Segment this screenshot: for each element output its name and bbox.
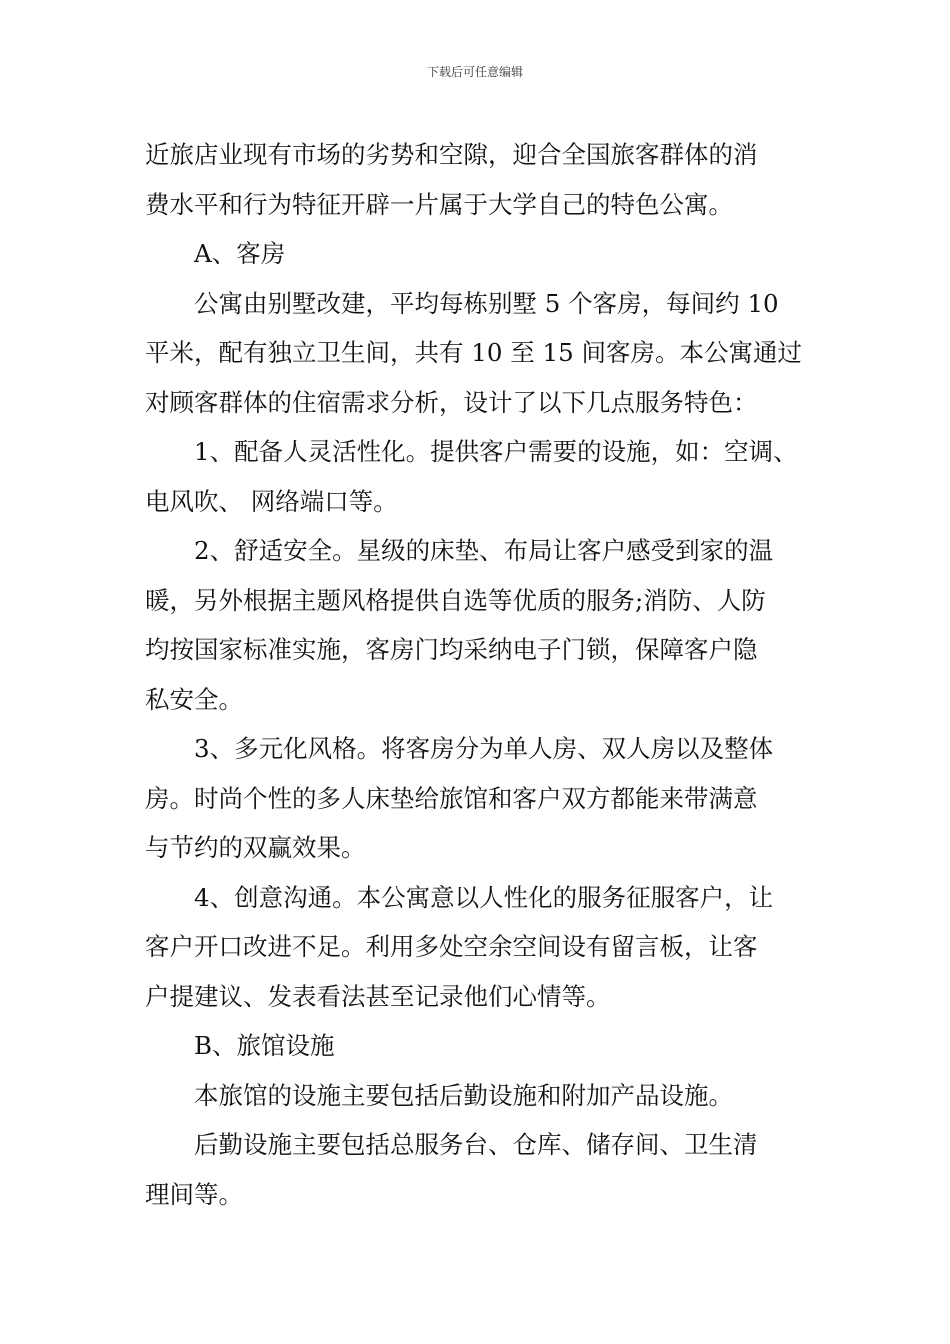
- page-header: 下载后可任意编辑: [426, 65, 523, 79]
- document-body: [145, 130, 810, 1219]
- text-line: 户提建议、发表看法甚至记录他们心情等。: [145, 981, 611, 1011]
- paragraph-feature-2: [145, 526, 810, 724]
- text-line: 费水平和行为特征开辟一片属于大学自己的特色公寓。: [145, 189, 733, 219]
- text-line: 本旅馆的设施主要包括后勤设施和附加产品设施。: [194, 1080, 733, 1110]
- text-line: 平米，配有独立卫生间，共有 10 至 15 间客房。本公寓通过: [145, 338, 802, 367]
- text-line: 均按国家标准实施，客房门均采纳电子门锁，保障客户隐: [145, 635, 758, 664]
- paragraph-feature-1: [145, 427, 810, 526]
- text-line: 房。时尚个性的多人床垫给旅馆和客户双方都能来带满意: [145, 783, 758, 813]
- text-line: A、客房: [194, 239, 286, 268]
- text-line: 电风吹、 网络端口等。: [145, 486, 398, 516]
- text-line: 暖，另外根据主题风格提供自选等优质的服务;消防、人防: [145, 585, 766, 615]
- text-line: 客户开口改进不足。利用多处空余空间设有留言板，让客: [145, 932, 758, 961]
- text-line: 近旅店业现有市场的劣势和空隙，迎合全国旅客群体的消: [145, 140, 758, 169]
- text-line: 后勤设施主要包括总服务台、仓库、储存间、卫生清: [194, 1130, 758, 1159]
- paragraph-logistics-facilities: [145, 1120, 810, 1219]
- section-heading-b: [145, 1021, 810, 1071]
- paragraph-room-overview: [145, 279, 810, 428]
- paragraph-feature-3: [145, 724, 810, 873]
- paragraph-feature-4: [145, 873, 810, 1022]
- text-line: 理间等。: [145, 1179, 243, 1209]
- text-line: B、旅馆设施: [194, 1031, 335, 1060]
- paragraph-intro-continuation: [145, 130, 810, 229]
- paragraph-facilities-summary: [145, 1071, 810, 1121]
- text-line: 公寓由别墅改建，平均每栋别墅 5 个客房，每间约 10: [194, 288, 779, 318]
- text-line: 私安全。: [145, 684, 243, 714]
- text-line: 4、创意沟通。本公寓意以人性化的服务征服客户，让: [194, 882, 774, 912]
- text-line: 1、配备人灵活性化。提供客户需要的设施，如：空调、: [194, 437, 798, 466]
- text-line: 对顾客群体的住宿需求分析，设计了以下几点服务特色：: [145, 387, 758, 417]
- text-line: 2、舒适安全。星级的床垫、布局让客户感受到家的温: [194, 536, 774, 565]
- text-line: 3、多元化风格。将客房分为单人房、双人房以及整体: [194, 734, 774, 763]
- section-heading-a: [145, 229, 810, 279]
- text-line: 与节约的双赢效果。: [145, 833, 366, 862]
